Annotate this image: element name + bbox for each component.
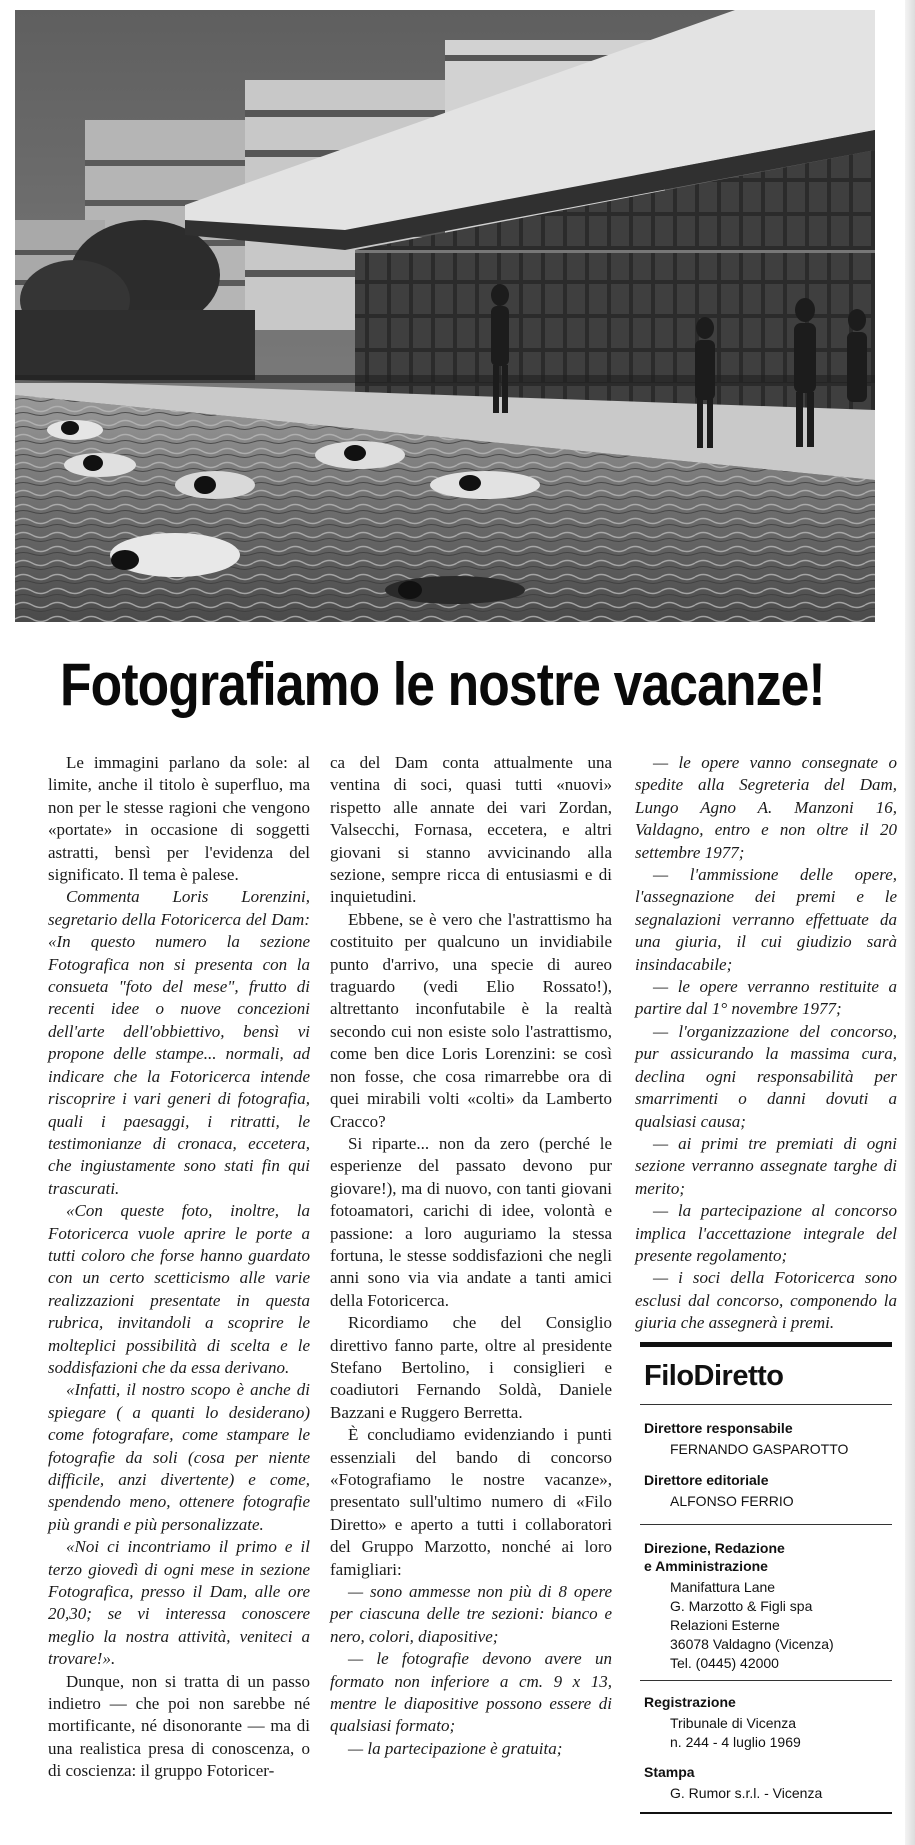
masthead-divider [640,1680,892,1681]
editorial-director-label: Direttore editoriale [644,1472,769,1488]
registration-label: Registrazione [644,1694,736,1710]
masthead-divider [640,1524,892,1525]
address-line: Tel. (0445) 42000 [670,1655,779,1671]
address-line: 36078 Valdagno (Vicenza) [670,1636,834,1652]
paragraph: Ebbene, se è vero che l'astrattismo ha costituito per qualcuno un invidiabile punto d'arrivo, una specie di aureo traguardo (vedi Elio Rossato!), altrettanto inconfutabile è la realtà secondo cui non esiste solo l'astrattismo, come ben dice Loris Lorenzini: se così non fosse, che cosa rimarrebbe ora di quei mirabili volti «colti» da Lamberto Cracco? [330,909,612,1131]
printer-label: Stampa [644,1764,695,1780]
rule-item: — la partecipazione al concorso implica l'accettazione integrale del presente regolamento; [635,1201,897,1265]
paragraph: Ricordiamo che del Consiglio direttivo fanno parte, oltre al presidente Stefano Bertolino, i consiglieri e coadiutori Fernando Soldà, Daniele Bazzani e Ruggero Berretta. [330,1313,612,1422]
rule-item: — le opere vanno consegnate o spedite alla Segreteria del Dam, Lungo Agno A. Manzoni 16, Valdagno, entro e non oltre il 20 settembre 1977; [635,753,897,862]
paragraph: ca del Dam conta attualmente una ventina di soci, quasi tutti «nuovi» rispetto alle annate dei vari Zordan, Valsecchi, Fornasa, eccetera, e altri giovani si stanno avvicinando alla sezione, sempre ricca di entusiasmi e di inquietudini. [330,753,612,907]
address-line: Manifattura Lane [670,1579,776,1595]
masthead-rule [640,1342,892,1347]
article-column-1 [48,752,310,1783]
direction-label-1: Direzione, Redazione [644,1540,785,1556]
rule-item: — l'organizzazione del concorso, pur assicurando la massima cura, declina ogni responsabilità per smarrimenti o danni dovuti a qualsiasi causa; [635,1021,897,1131]
page-edge [905,0,915,1845]
rule-item: — le opere verranno restituite a partire dal 1° novembre 1977; [635,977,897,1019]
direction-address [670,1578,834,1673]
address-line: G. Marzotto & Figli spa [670,1598,813,1614]
registration-info [670,1714,801,1752]
paragraph: Le immagini parlano da sole: al limite, anche il titolo è superfluo, ma non per le stesse ragioni che vengono «portate» in occasione di soggetti astratti, bensì per l'evidenza del significato. Il tema è palese. [48,753,310,885]
masthead-box [640,1342,892,1832]
rule-item: — le fotografie devono avere un formato non inferiore a cm. 9 x 13, mentre le diapositive possono essere di qualsiasi formato; [330,1649,612,1736]
address-line: Relazioni Esterne [670,1617,780,1633]
masthead-bottom-rule [640,1812,892,1814]
editorial-director-name: ALFONSO FERRIO [670,1493,794,1509]
paragraph: Si riparte... non da zero (perché le esperienze del passato devono pur giovare!), ma di nuovo, con tanti giovani fotoamatori, carichi di idee, volontà e passione: a loro auguriamo la stessa fortuna, le stesse soddisfazioni che negli anni sono via via andate a tanti amici della Fotoricerca. [330,1133,612,1310]
rule-item: — i soci della Fotoricerca sono esclusi dal concorso, componendo la giuria che assegnerà i premi. [635,1268,897,1333]
printer-name: G. Rumor s.r.l. - Vicenza [670,1785,823,1801]
pool-photo-graphic [15,10,875,622]
masthead-title: FiloDiretto [644,1360,784,1392]
rule-item: — l'ammissione delle opere, l'assegnazione dei premi e le segnalazioni verranno effettuate da una giuria, il cui giudizio sarà insindacabile; [635,865,897,974]
article-column-2 [330,752,612,1760]
rule-item: — sono ammesse non più di 8 opere per ciascuna delle tre sezioni: bianco e nero, colori, diapositive; [330,1582,612,1646]
rule-item: — ai primi tre premiati di ogni sezione verranno assegnate targhe di merito; [635,1133,897,1198]
director-name: FERNANDO GASPAROTTO [670,1441,849,1457]
director-label: Direttore responsabile [644,1420,793,1436]
paragraph: Commenta Loris Lorenzini, segretario della Fotoricerca del Dam: «In questo numero la sezione Fotografica non si presenta con la consueta "foto del mese", frutto di recenti idee o nuove concezioni dell'arte dell'obbiettivo, bensì vi propone delle stampe... normali, ad indicare che la Fotoricerca intende riscoprire i vari generi di fotografia, quali i paesaggi, i ritratti, le testimonianze di cronaca, eccetera, che ingiustamente sono stati fin qui trascurati. [48,887,310,1198]
article-column-3 [635,752,897,1333]
registration-line: n. 244 - 4 luglio 1969 [670,1734,801,1750]
paragraph: «Noi ci incontriamo il primo e il terzo giovedì di ogni mese in sezione Fotografica, presso il Dam, alle ore 20,30; se vi interessa conoscere meglio la nostra attività, veniteci a trovare!». [48,1537,310,1669]
masthead-divider [640,1404,892,1405]
registration-line: Tribunale di Vicenza [670,1715,797,1731]
paragraph: Dunque, non si tratta di un passo indietro — che poi non sarebbe né mortificante, né disonorante — ma di una realistica presa di conoscenza, o di coscienza: il gruppo Fotoricer- [48,1671,310,1781]
swimming-pool-photo [15,10,875,622]
paragraph: È concludiamo evidenziando i punti essenziali del bando di concorso «Fotografiamo le nostre vacanze», presentato sull'ultimo numero di «Filo Diretto» e aperto a tutti i collaboratori del Gruppo Marzotto, nonché ai loro famigliari: [330,1425,612,1579]
paragraph: «Infatti, il nostro scopo è anche di spiegare ( a quanti lo desiderano) come fotografare, come stampare le fotografie da soli (cosa per niente difficile, anzi divertente) e come, spendendo meno, ottenere fotografie più grandi e più personalizzate. [48,1380,310,1534]
rule-item: — la partecipazione è gratuita; [348,1738,563,1758]
article-headline: Fotografiamo le nostre vacanze! [60,651,825,718]
paragraph: «Con queste foto, inoltre, la Fotoricerca vuole aprire le porte a tutti coloro che forse hanno guardato con un certo scetticismo alle varie realizzazioni presentate in questa rubrica, invitandoli a scoprire le molteplici possibilità di scelta e le soddisfazioni che da essa derivano. [48,1201,310,1377]
direction-label-2: e Amministrazione [644,1558,768,1574]
